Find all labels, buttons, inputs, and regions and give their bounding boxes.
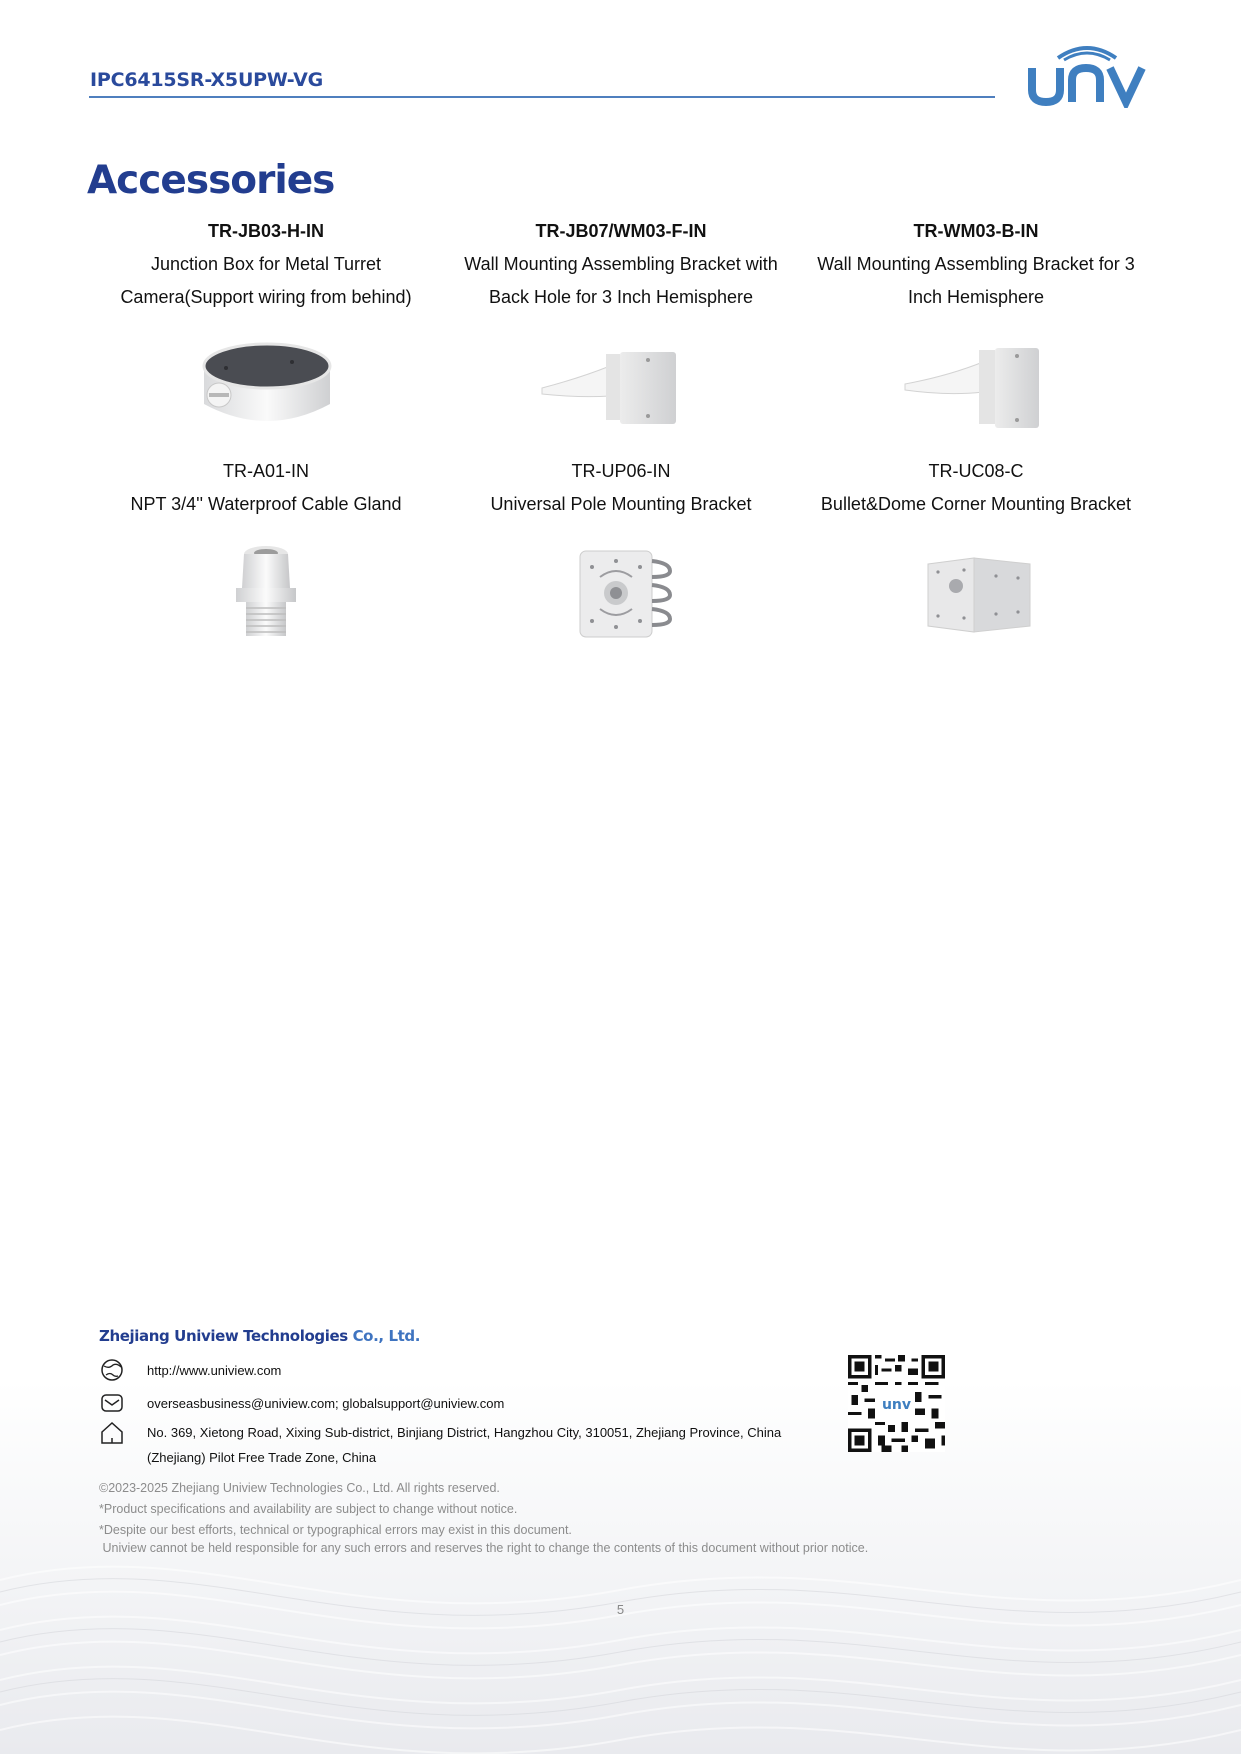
address-line: (Zhejiang) Pilot Free Trade Zone, China bbox=[147, 1450, 377, 1465]
company-main: Zhejiang Uniview Technologies bbox=[99, 1327, 348, 1345]
accessory-item bbox=[451, 215, 791, 314]
page-number: 5 bbox=[616, 1602, 625, 1617]
junction-box-image bbox=[196, 338, 338, 434]
accessory-description: Junction Box for Metal Turret bbox=[150, 254, 382, 274]
accessory-item bbox=[451, 455, 791, 521]
corner-bracket-image bbox=[926, 556, 1032, 634]
home-icon bbox=[99, 1420, 125, 1446]
copyright: ©2023-2025 Zhejiang Uniview Technologies Co., Ltd. All rights reserved. bbox=[99, 1481, 500, 1495]
accessory-item bbox=[96, 215, 436, 314]
wall-bracket-image bbox=[903, 344, 1045, 432]
company-name bbox=[99, 1327, 420, 1345]
accessory-item bbox=[806, 215, 1146, 314]
wall-bracket-image bbox=[540, 348, 680, 428]
accessory-description: NPT 3/4'' Waterproof Cable Gland bbox=[130, 494, 402, 514]
qr-code[interactable] bbox=[848, 1355, 945, 1452]
accessory-item bbox=[96, 455, 436, 521]
accessory-description: Bullet&Dome Corner Mounting Bracket bbox=[820, 494, 1132, 514]
section-title: Accessories bbox=[87, 158, 335, 203]
accessory-code: TR-UP06-IN bbox=[571, 461, 671, 481]
accessory-description: Back Hole for 3 Inch Hemisphere bbox=[488, 287, 754, 307]
model-title: IPC6415SR-X5UPW-VG bbox=[90, 69, 324, 91]
accessory-description: Camera(Support wiring from behind) bbox=[120, 287, 412, 307]
address-line: No. 369, Xietong Road, Xixing Sub-district, Binjiang District, Hangzhou City, 310051, Zhejiang Province, China bbox=[147, 1425, 782, 1440]
accessory-code: TR-JB03-H-IN bbox=[207, 221, 324, 241]
accessory-description: Wall Mounting Assembling Bracket with bbox=[464, 254, 778, 274]
accessory-code: TR-JB07/WM03-F-IN bbox=[535, 221, 707, 241]
cable-gland-image bbox=[230, 544, 302, 640]
accessory-code: TR-A01-IN bbox=[222, 461, 309, 481]
accessory-code: TR-WM03-B-IN bbox=[913, 221, 1039, 241]
qr-logo: unv bbox=[881, 1397, 912, 1414]
website-link[interactable]: http://www.uniview.com bbox=[147, 1363, 282, 1378]
accessory-item bbox=[806, 455, 1146, 521]
mail-icon bbox=[99, 1390, 125, 1416]
globe-icon bbox=[99, 1357, 125, 1383]
accessory-description: Wall Mounting Assembling Bracket for 3 bbox=[817, 254, 1135, 274]
notice: *Despite our best efforts, technical or typographical errors may exist in this document. bbox=[99, 1523, 572, 1537]
header-divider bbox=[89, 96, 995, 98]
notice: *Product specifications and availability are subject to change without notice. bbox=[99, 1502, 518, 1516]
email-link[interactable]: overseasbusiness@uniview.com; globalsupport@uniview.com bbox=[147, 1396, 505, 1411]
accessory-description: Inch Hemisphere bbox=[907, 287, 1045, 307]
notice: Uniview cannot be held responsible for any such errors and reserves the right to change the contents of this document without prior notice. bbox=[99, 1541, 869, 1555]
accessory-code: TR-UC08-C bbox=[928, 461, 1024, 481]
unv-logo bbox=[1026, 40, 1148, 108]
pole-bracket-image bbox=[578, 547, 674, 641]
accessory-description: Universal Pole Mounting Bracket bbox=[490, 494, 752, 514]
company-suffix: Co., Ltd. bbox=[347, 1327, 421, 1345]
